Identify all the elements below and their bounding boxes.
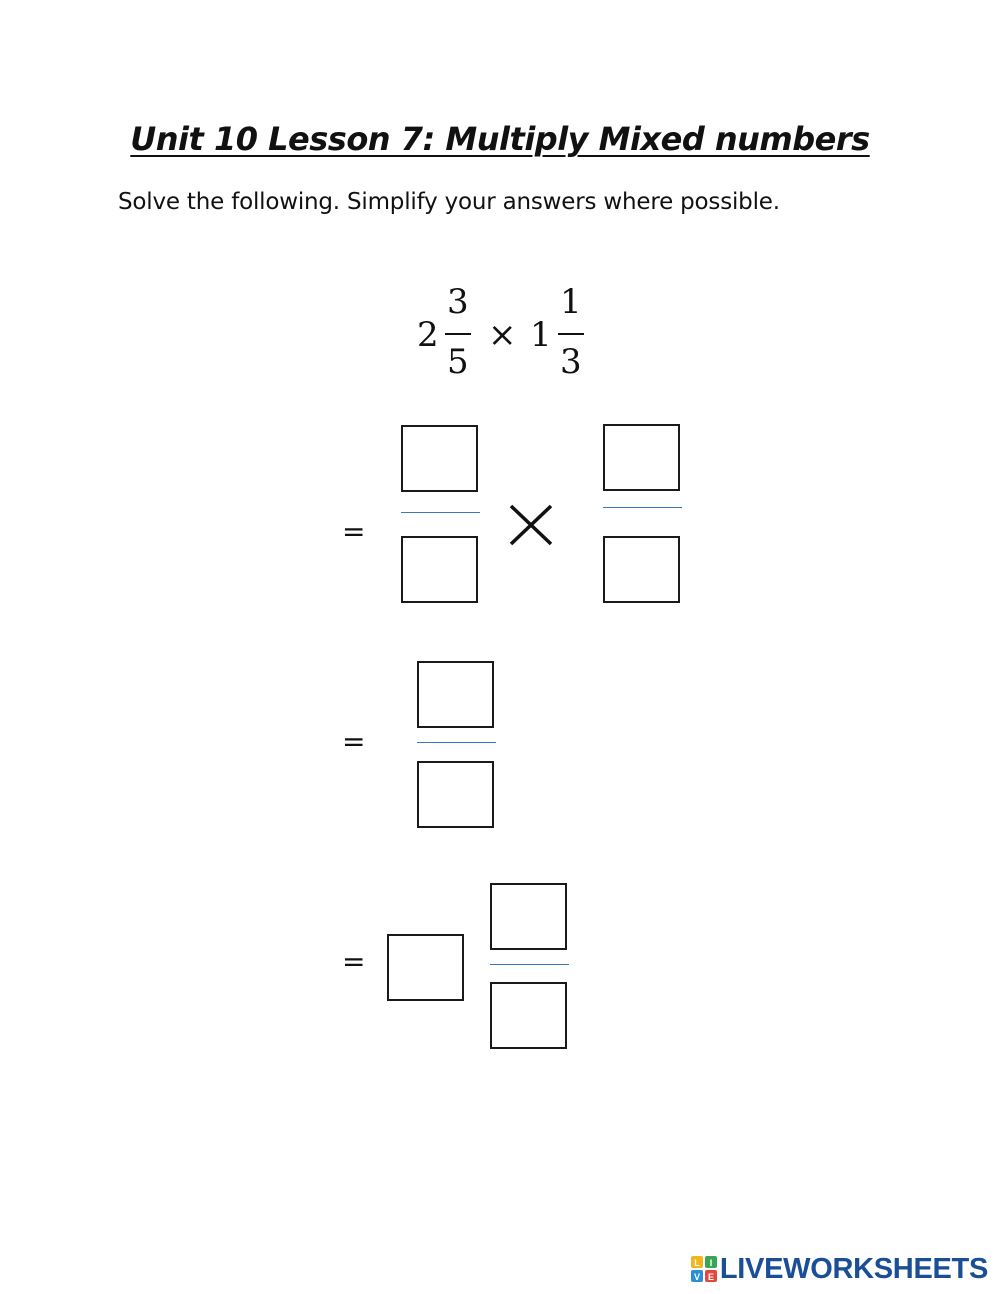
second-numerator: 1	[560, 282, 582, 322]
step3-equals: =	[342, 945, 366, 978]
liveworksheets-logo-text: LIVEWORKSHEETS	[719, 1252, 988, 1285]
first-numerator: 3	[447, 282, 469, 322]
step3-whole-box[interactable]	[387, 934, 464, 1001]
step1-multiply-icon	[508, 503, 554, 547]
worksheet-title: Unit 10 Lesson 7: Multiply Mixed numbers	[130, 120, 870, 158]
liveworksheets-logo	[691, 1252, 988, 1286]
step2-numerator-box[interactable]	[417, 661, 494, 728]
step3-numerator-box[interactable]	[490, 883, 567, 950]
first-fraction-bar	[445, 333, 471, 335]
second-denominator: 3	[560, 342, 582, 382]
step1-numerator2-box[interactable]	[603, 424, 680, 491]
logo-letter-e: E	[707, 1272, 714, 1282]
second-fraction-bar	[558, 333, 584, 335]
first-whole-number: 2	[417, 315, 439, 355]
step2-equals: =	[342, 725, 366, 758]
instructions-text: Solve the following. Simplify your answers where possible.	[118, 189, 780, 215]
step1-denominator2-box[interactable]	[603, 536, 680, 603]
first-denominator: 5	[447, 342, 469, 382]
second-whole-number: 1	[530, 315, 552, 355]
step2-fraction-line	[417, 742, 496, 743]
logo-letter-v: V	[693, 1272, 700, 1282]
step1-equals: =	[342, 515, 366, 548]
logo-letter-i: I	[709, 1258, 713, 1268]
step3-fraction-line	[490, 964, 569, 965]
step2-denominator-box[interactable]	[417, 761, 494, 828]
step1-fraction2-line	[603, 507, 682, 508]
step1-denominator1-box[interactable]	[401, 536, 478, 603]
step3-denominator-box[interactable]	[490, 982, 567, 1049]
multiply-symbol: ×	[488, 315, 517, 355]
logo-letter-l: L	[694, 1258, 700, 1268]
step1-fraction1-line	[401, 512, 480, 513]
step1-numerator1-box[interactable]	[401, 425, 478, 492]
liveworksheets-logo-icon	[691, 1256, 717, 1282]
